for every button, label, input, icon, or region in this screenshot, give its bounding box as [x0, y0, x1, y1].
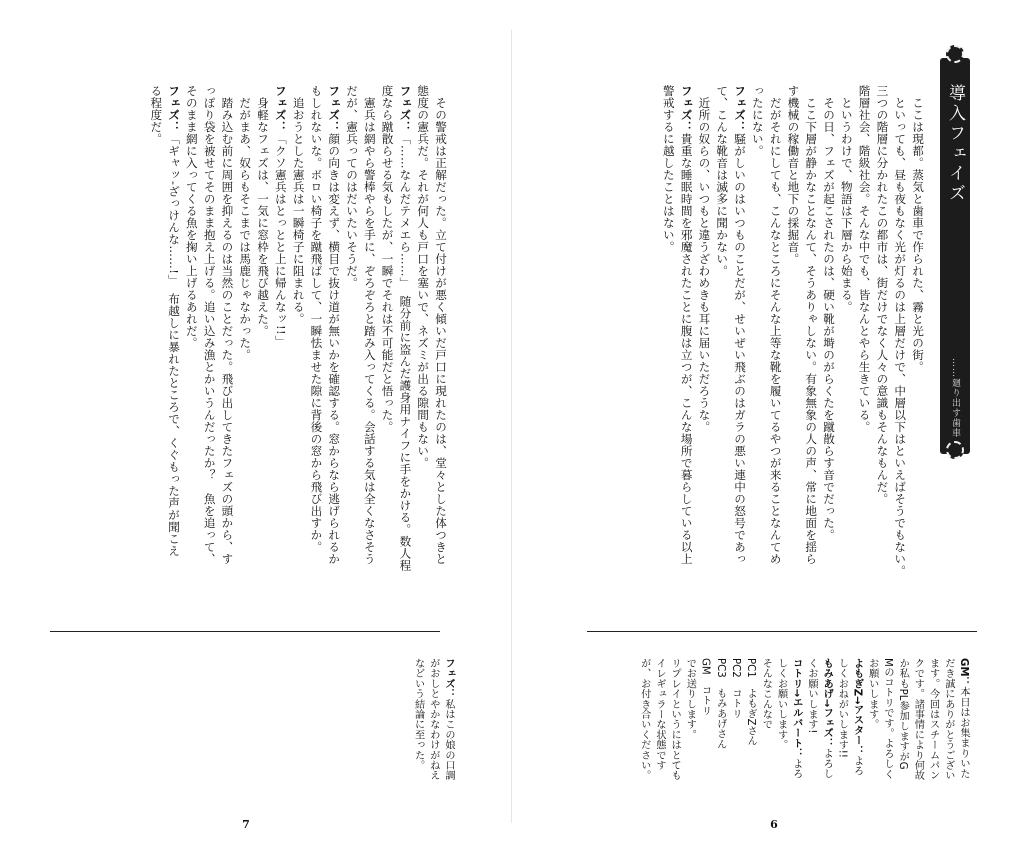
footnote-divider	[587, 631, 977, 632]
body-line	[908, 85, 926, 625]
line-text: る程度だ。	[149, 85, 164, 145]
gear-icon	[946, 441, 964, 459]
left-page-footnote	[410, 658, 456, 780]
footnote-line	[789, 658, 804, 780]
line-text: だがそれにしても、こんなところにそんな上等な靴を履いてるやつが来ることなんてめ	[768, 85, 783, 565]
left-page-body	[146, 85, 449, 625]
line-text: 「ギャッ-ざっけんな……!」 布越しに暴れたところで、くぐもった声が聞こえ	[167, 133, 182, 557]
footnote-line	[834, 658, 849, 780]
line-text: 態度の憲兵だ。それが何人も戸口を塞いで、ネズミが出る隙間もない。	[416, 85, 431, 469]
footnote-line	[804, 658, 819, 780]
line-text: 追おうとした憲兵は一瞬椅子に阻まれる。	[291, 85, 306, 325]
line-text: 「クソ憲兵はとっとと上に帰んなッ!!」	[273, 133, 288, 348]
footnote-line	[758, 658, 773, 780]
line-text: その日、フェズが起こされたのは、硬い靴が塒のがらくたを蹴散らす音でだった。	[822, 85, 837, 541]
footnote-line	[819, 658, 834, 780]
line-text: 三つの階層に分かれたこの都市は、街だけでなく人々の意識もそんなもんだ。	[875, 85, 890, 505]
body-line	[890, 85, 908, 625]
body-line	[182, 85, 200, 625]
chapter-heading-band	[940, 58, 970, 454]
body-line	[855, 85, 873, 625]
body-line	[218, 85, 236, 625]
line-text: す機械の稼働音と地下の採掘音。	[786, 85, 801, 265]
body-line	[360, 85, 378, 625]
gear-icon	[946, 45, 964, 63]
speaker-label: フェズ：	[167, 85, 182, 133]
line-text: 「……なんだテメエら……」 随分前に盗んだ護身用ナイフに手をかける。数人程	[398, 133, 413, 572]
page-number: 6	[770, 818, 778, 831]
line-text: GM コトリ	[699, 658, 711, 716]
line-text: お願いします。	[866, 658, 878, 730]
body-line	[235, 85, 253, 625]
line-text: 騒がしいのはいつものことだが、せいぜい飛ぶのはガラの悪い連中の怒号であっ	[733, 133, 748, 565]
line-text: 踏み込む前に周囲を抑えるのは当然のことだった。飛び出してきたフェズの頭から、す	[220, 85, 235, 565]
footnote-line	[910, 658, 925, 780]
line-text: か私もPL参加しますがG	[897, 658, 909, 770]
footnote-line	[637, 658, 652, 780]
line-text: ったにない。	[750, 85, 765, 157]
line-text: リプレイというにはとても	[669, 658, 681, 781]
footnote-line	[426, 658, 441, 780]
line-text: よろ	[790, 758, 802, 779]
chapter-title: 導入フェイズ	[945, 84, 965, 204]
speaker-label: コトリ→エルバート：	[790, 658, 802, 759]
right-page	[512, 0, 1024, 853]
line-text: がおしとやかなわけがねえ	[427, 658, 439, 781]
footnote-divider	[50, 631, 440, 632]
speaker-label: フェズ：	[733, 85, 748, 133]
footnote-line	[956, 658, 971, 780]
body-line	[766, 85, 784, 625]
line-text: などいう結論に至った。	[412, 658, 424, 771]
chapter-subtitle: ……廻り出す歯車	[950, 358, 960, 438]
footnote-line	[865, 658, 880, 780]
body-line	[413, 85, 431, 625]
line-text: くお願いします!	[805, 658, 817, 734]
body-line	[289, 85, 307, 625]
line-text: そのまま網に入ってくる魚を掬い上げるあれだ。	[184, 85, 199, 349]
body-line	[200, 85, 218, 625]
line-text: PC2 コトリ	[729, 658, 741, 719]
footnote-line	[410, 658, 425, 780]
line-text: クです。諸事情により何故	[912, 658, 924, 781]
line-text: というわけで、物語は下層から始まる。	[839, 85, 854, 313]
body-line	[396, 85, 414, 625]
body-line	[784, 85, 802, 625]
line-text: そんなこんなで	[760, 658, 772, 730]
footnote-line	[652, 658, 667, 780]
line-text: 顔の向きは変えず、横目で抜け道が無いかを確認する。窓からなら逃げられるか	[327, 133, 342, 565]
line-text: もしれないな。ボロい椅子を蹴飛ばして、一瞬怯ませた隙に背後の窓から飛び出すか。	[309, 85, 324, 553]
footnote-line	[773, 658, 788, 780]
speaker-label: もみあげ→フェズ：	[821, 658, 833, 749]
line-text: ここ下層が静かなことなんて、そうありゃしない。有象無象の人の声、常に地面を揺ら	[804, 85, 819, 565]
line-text: 警戒するに越したことはない。	[661, 85, 676, 253]
body-line	[378, 85, 396, 625]
line-text: 本日はお集まりいた	[958, 686, 969, 779]
footnote-line	[925, 658, 940, 780]
page-number: 7	[242, 818, 250, 831]
line-text: 憲兵は網やら警棒やらを手に、ぞろぞろと踏み入ってくる。会話する気は全くなさそう	[362, 85, 377, 565]
footnote-line	[682, 658, 697, 780]
body-line	[819, 85, 837, 625]
body-line	[307, 85, 325, 625]
line-text: 近所の奴らの、いつもと違うざわめきも耳に届いただろうな。	[697, 85, 712, 433]
body-line	[695, 85, 713, 625]
line-text: よろ	[851, 755, 863, 776]
footnote-line	[667, 658, 682, 780]
body-line	[342, 85, 360, 625]
line-text: 私はこの娘の口調	[443, 698, 454, 781]
body-line	[730, 85, 748, 625]
line-text: しくおねがいします!!	[836, 658, 848, 758]
line-text: その警戒は正解だった。立て付けが悪く傾いだ戸口に現れたのは、堂々とした体つきと	[434, 85, 448, 565]
line-text: 貴重な睡眠時間を邪魔されたことに腹は立つが、こんな場所で暮らしている以上	[679, 133, 694, 565]
line-text: 身軽なフェズは、一気に窓枠を飛び越えた。	[256, 85, 271, 337]
speaker-label: よもぎZ→アスター：	[851, 658, 863, 756]
body-line	[677, 85, 695, 625]
body-line	[873, 85, 891, 625]
line-text: しくお願いします。	[775, 658, 787, 750]
speaker-label: フェズ：	[443, 658, 454, 699]
body-line	[712, 85, 730, 625]
line-text: 階層社会、階級社会。そんな中でも、皆なんとやら生きている。	[857, 85, 872, 433]
line-text: Mのコトリです。よろしく	[881, 658, 893, 779]
line-text: ここは現都。蒸気と歯車で作られた、霧と光の街。	[911, 85, 925, 373]
body-line	[146, 85, 164, 625]
body-line	[164, 85, 182, 625]
line-text: PC3 もみあげさん	[714, 658, 726, 750]
line-text: が、お付き合いください。	[638, 658, 650, 781]
body-line	[659, 85, 677, 625]
line-text: といっても、昼も夜もなく光が灯るのは上層だけで、中層以下はといえばそうでもない。	[893, 85, 908, 577]
right-page-footnote	[637, 658, 971, 780]
body-line	[801, 85, 819, 625]
right-page-body	[659, 85, 926, 625]
speaker-label: フェズ：	[327, 85, 342, 133]
footnote-line	[895, 658, 910, 780]
body-line	[324, 85, 342, 625]
body-line	[431, 85, 449, 625]
footnote-line	[849, 658, 864, 780]
speaker-label: フェズ：	[273, 85, 288, 133]
body-line	[271, 85, 289, 625]
line-text: イレギュラーな状態です	[653, 658, 665, 771]
line-text: だがまあ、奴らもそこまでは馬鹿じゃなかった。	[238, 85, 253, 361]
line-text: て、こんな靴音は滅多に聞かない。	[715, 85, 730, 277]
footnote-line	[880, 658, 895, 780]
line-text: 度なら蹴散らせる気もしたが、一瞬でそれは不可能だと悟った。	[380, 85, 395, 433]
footnote-line	[941, 658, 956, 780]
speaker-label: フェズ：	[398, 85, 413, 133]
footnote-line	[441, 658, 456, 780]
line-text: だき誠にありがとうござい	[942, 658, 954, 781]
body-line	[253, 85, 271, 625]
line-text: っぽり袋を被せてそのまま抱え上げる。追い込み漁とかいうんだったか？ 魚を追って、	[202, 85, 217, 565]
body-line	[837, 85, 855, 625]
footnote-line	[697, 658, 712, 780]
line-text: PC1 よもぎZさん	[745, 658, 757, 746]
line-text: よろし	[821, 748, 833, 779]
body-line	[748, 85, 766, 625]
footnote-line	[713, 658, 728, 780]
line-text: だが、憲兵ってのはだいたいそうだ。	[345, 85, 360, 289]
line-text: ます。今回はスチームパン	[927, 658, 939, 781]
footnote-line	[728, 658, 743, 780]
footnote-line	[743, 658, 758, 780]
line-text: でお送りします。	[684, 658, 696, 740]
speaker-label: フェズ：	[679, 85, 694, 133]
speaker-label: GM：	[958, 658, 969, 687]
